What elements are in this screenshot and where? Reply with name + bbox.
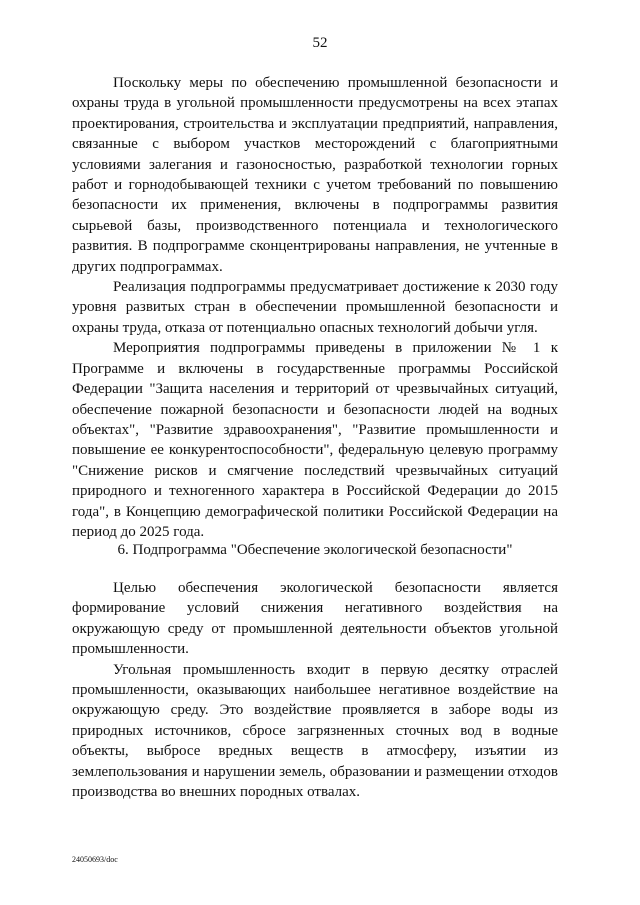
body-paragraph: Мероприятия подпрограммы приведены в приложении № 1 к Программе и включены в государственные программы Российской Федерации "Защита населения и территорий от чрезвычайных ситуаций, обеспечение пожарной безопасности и безопасности людей на водных объектах", "Развитие здравоохранения", "Развитие промышленности и повышение ее конкурентоспособности", федеральную целевую программу "Снижение рисков и смягчение последствий чрезвычайных ситуаций природного и техногенного характера в Российской Федерации до 2015 года", в Концепцию демографической политики Российской Федерации на период до 2025 года. bbox=[72, 340, 558, 540]
section-body-ecological-safety bbox=[72, 578, 558, 802]
body-paragraph: Целью обеспечения экологической безопасности является формирование условий снижения негативного воздействия на окружающую среду от промышленной деятельности объектов угольной промышленности. bbox=[72, 580, 558, 658]
body-paragraph: Угольная промышленность входит в первую десятку отраслей промышленности, оказывающих наибольшее негативное воздействие на окружающую среду. Это воздействие проявляется в заборе воды из природных источников, сбросе загрязненных сточных вод в водные объекты, выбросе вредных веществ в атмосферу, изъятии из землепользования и нарушении земель, образовании и размещении отходов производства во внешних породных отвалах. bbox=[72, 661, 558, 801]
body-paragraph: Поскольку меры по обеспечению промышленной безопасности и охраны труда в угольной промышленности предусмотрены на всех этапах проектирования, строительства и эксплуатации предприятий, направления, связанные с выбором участков месторождений с благоприятными условиями залегания и газоносностью, разработкой технологии горных работ и горнодобывающей техники с учетом требований по повышению безопасности их применения, включены в подпрограммы развития сырьевой базы, производственного потенциала и технологического развития. В подпрограмме сконцентрированы направления, не учтенные в других подпрограммах. bbox=[72, 75, 558, 275]
section-body-industrial-safety bbox=[72, 73, 558, 542]
section-heading: 6. Подпрограмма "Обеспечение экологической безопасности" bbox=[117, 542, 513, 558]
body-paragraph: Реализация подпрограммы предусматривает достижение к 2030 году уровня развитых стран в обеспечении промышленной безопасности и охраны труда, отказа от потенциально опасных технологий добычи угля. bbox=[72, 279, 558, 336]
document-code: 24050693/doc bbox=[72, 855, 118, 864]
page-number: 52 bbox=[312, 35, 328, 51]
